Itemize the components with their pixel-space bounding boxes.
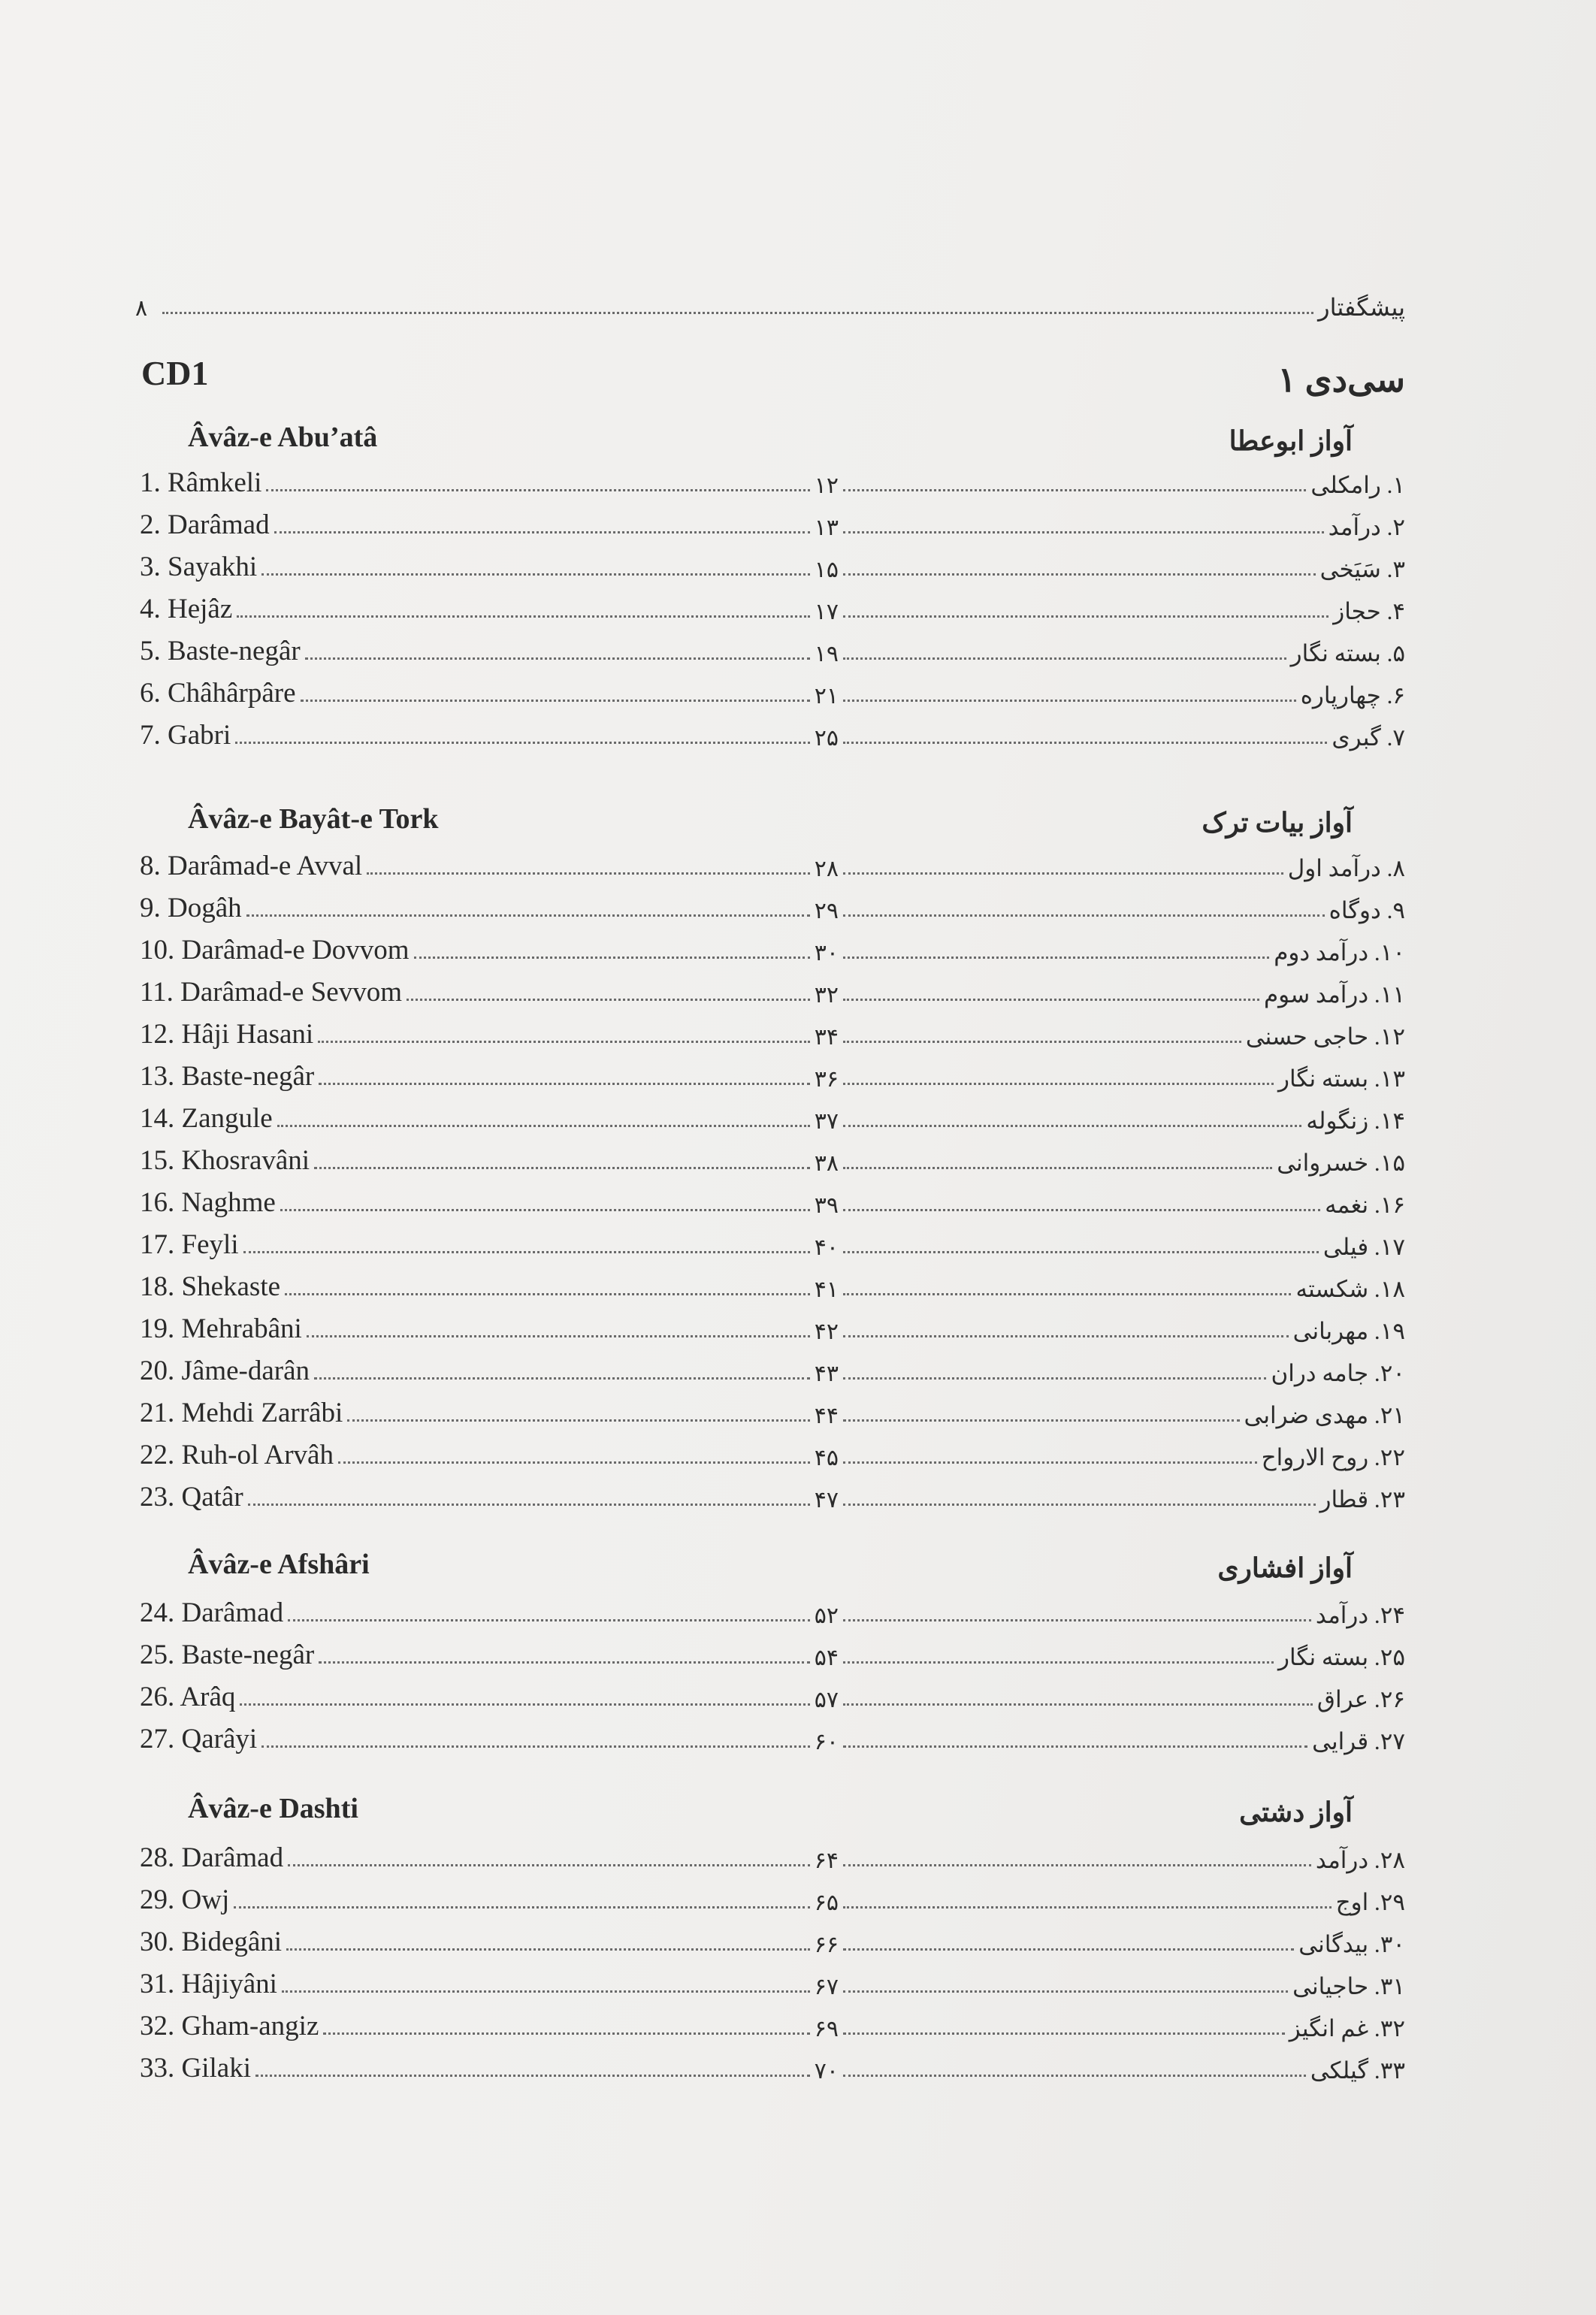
leader-dots — [277, 1125, 810, 1127]
track-title: 33. Gilaki — [140, 2053, 251, 2084]
toc-entry-persian — [839, 549, 1405, 583]
toc-entry-persian — [839, 1395, 1405, 1429]
track-title-persian: ۲۹. اوج — [1335, 1889, 1405, 1915]
toc-entry-persian — [839, 1594, 1405, 1629]
track-title: 21. Mehdi Zarrâbi — [140, 1398, 343, 1428]
track-title: 1. Râmkeli — [140, 467, 262, 498]
leader-dots — [843, 872, 1283, 875]
toc-entry-persian — [839, 1142, 1405, 1177]
toc-entry-english — [140, 1637, 839, 1671]
track-title-persian: ۵. بسته نگار — [1290, 640, 1405, 666]
track-title: 28. Darâmad — [140, 1842, 284, 1873]
page-number: ۱۹ — [814, 642, 839, 666]
track-title-persian: ۱. رامکلی — [1310, 472, 1405, 498]
track-title-persian: ۲۳. قطار — [1319, 1486, 1405, 1513]
leader-dots — [414, 957, 810, 959]
track-title-persian: ۲۲. روح الارواح — [1261, 1444, 1405, 1470]
track-title-persian: ۱۳. بسته نگار — [1278, 1065, 1405, 1092]
leader-dots — [843, 615, 1328, 618]
toc-entry-english — [140, 1966, 839, 2000]
track-title-persian: ۳۰. بیدگانی — [1298, 1931, 1405, 1957]
track-title-persian: ۲۱. مهدی ضرابی — [1244, 1402, 1405, 1428]
track-title: 15. Khosravâni — [140, 1145, 310, 1176]
page-number: ۶۹ — [814, 2017, 839, 2041]
track-title: 23. Qatâr — [140, 1482, 243, 1513]
track-title: 24. Darâmad — [140, 1597, 284, 1628]
track-title: 10. Darâmad-e Dovvom — [140, 935, 410, 966]
section-title-english: Âvâz-e Abu’atâ — [188, 422, 378, 453]
track-title: 14. Zangule — [140, 1103, 273, 1134]
toc-entry-persian — [839, 1184, 1405, 1219]
track-title: 19. Mehrabâni — [140, 1313, 302, 1344]
track-title: 13. Baste-negâr — [140, 1061, 315, 1092]
track-title-persian: ۱۱. درآمد سوم — [1263, 981, 1405, 1008]
toc-entry-persian — [839, 1637, 1405, 1671]
leader-dots — [843, 1703, 1313, 1706]
toc-entry-english — [140, 2008, 839, 2042]
track-title: 5. Baste-negâr — [140, 636, 301, 666]
toc-entry-persian — [839, 2008, 1405, 2042]
leader-dots — [843, 1335, 1289, 1337]
toc-entry-persian — [839, 1100, 1405, 1135]
leader-dots — [234, 1906, 810, 1909]
leader-dots — [843, 1167, 1272, 1169]
page-number: ۲۵ — [814, 726, 839, 751]
toc-entry-english — [140, 549, 839, 583]
toc-entry-persian — [839, 1679, 1405, 1713]
leader-dots — [323, 2032, 809, 2035]
toc-entry-persian — [839, 2050, 1405, 2084]
toc-entry-english — [140, 1310, 839, 1345]
toc-entry-english — [140, 1679, 839, 1713]
leader-dots — [843, 1619, 1311, 1621]
toc-entry-persian — [839, 1721, 1405, 1755]
leader-dots — [843, 1948, 1294, 1951]
toc-entry-persian — [839, 1226, 1405, 1261]
toc-entry-persian — [839, 1479, 1405, 1513]
leader-dots — [843, 914, 1325, 917]
page-number: ۵۴ — [814, 1646, 839, 1670]
toc-entry-english — [140, 633, 839, 667]
page-number: ۵۲ — [814, 1603, 839, 1628]
section-title-english: Âvâz-e Dashti — [188, 1793, 358, 1824]
leader-dots — [288, 1864, 810, 1866]
track-title: 30. Bidegâni — [140, 1927, 283, 1957]
toc-entry-english — [140, 1881, 839, 1916]
toc-entry-english — [140, 890, 839, 924]
toc-entry-english — [140, 2050, 839, 2084]
leader-dots — [843, 657, 1286, 660]
leader-dots — [266, 489, 809, 491]
track-title: 8. Darâmad-e Avval — [140, 851, 363, 881]
page-number: ۳۶ — [814, 1067, 839, 1092]
page-number: ۶۰ — [814, 1730, 839, 1754]
page-number: ۶۵ — [814, 1890, 839, 1915]
leader-dots — [280, 1209, 810, 1211]
toc-entry-english — [140, 1721, 839, 1755]
leader-dots — [261, 573, 810, 576]
track-title-persian: ۶. چهارپاره — [1300, 682, 1405, 709]
track-title: 29. Owj — [140, 1884, 230, 1915]
leader-dots — [285, 1293, 810, 1295]
toc-entry-persian — [839, 1016, 1405, 1050]
leader-dots — [305, 657, 810, 660]
leader-dots — [235, 742, 810, 744]
page-number: ۱۲ — [814, 473, 839, 498]
toc-entry-english — [140, 1924, 839, 1958]
toc-entry-english — [140, 1395, 839, 1429]
toc-entry-persian — [839, 717, 1405, 751]
toc-entry-persian — [839, 591, 1405, 625]
track-title-persian: ۱۶. نغمه — [1325, 1192, 1405, 1218]
toc-entry-persian — [839, 464, 1405, 499]
page-number: ۶۶ — [814, 1933, 839, 1957]
toc-entry-persian — [839, 1966, 1405, 2000]
track-title: 11. Darâmad-e Sevvom — [140, 977, 402, 1008]
toc-entry-persian — [839, 1881, 1405, 1916]
track-title-persian: ۱۲. حاجی حسنی — [1245, 1023, 1405, 1050]
page-number: ۵۷ — [814, 1688, 839, 1712]
toc-entry-english — [140, 1226, 839, 1261]
toc-entry-persian — [839, 1310, 1405, 1345]
section-title-persian: آواز ابوعطا — [1229, 426, 1353, 456]
toc-entry-persian — [839, 890, 1405, 924]
toc-entry-english — [140, 717, 839, 751]
leader-dots — [162, 312, 1313, 314]
leader-dots — [843, 742, 1327, 744]
track-title: 18. Shekaste — [140, 1271, 281, 1302]
leader-dots — [843, 1504, 1316, 1506]
toc-entry-english — [140, 506, 839, 541]
track-title-persian: ۲۴. درآمد — [1315, 1602, 1405, 1628]
page-number: ۳۰ — [814, 941, 839, 966]
page-number: ۳۸ — [814, 1151, 839, 1176]
track-title: 2. Darâmad — [140, 509, 270, 540]
leader-dots — [307, 1335, 810, 1337]
toc-entry-english — [140, 1437, 839, 1471]
leader-dots — [246, 914, 810, 917]
track-title-persian: ۳۲. غم انگیز — [1289, 2015, 1405, 2041]
track-title-persian: ۱۹. مهربانی — [1292, 1318, 1405, 1344]
leader-dots — [319, 1083, 810, 1085]
toc-entry-persian — [839, 1924, 1405, 1958]
leader-dots — [274, 531, 810, 533]
section-title-persian: آواز افشاری — [1217, 1553, 1353, 1583]
page-number: ۴۰ — [814, 1235, 839, 1260]
leader-dots — [286, 1948, 810, 1951]
page-number: ۶۴ — [814, 1848, 839, 1873]
track-title-persian: ۴. حجاز — [1333, 598, 1405, 624]
track-title-persian: ۳۳. گیلکی — [1310, 2057, 1405, 2084]
track-title: 16. Naghme — [140, 1187, 276, 1218]
toc-entry-persian — [839, 1839, 1405, 1874]
track-title-persian: ۱۴. زنگوله — [1306, 1108, 1405, 1134]
toc-entry-english — [140, 1100, 839, 1135]
leader-dots — [843, 531, 1324, 533]
toc-entry-english — [140, 1058, 839, 1093]
section-title-english: Âvâz-e Bayât-e Tork — [188, 803, 439, 835]
track-title-persian: ۱۷. فیلی — [1322, 1234, 1405, 1260]
track-title: 12. Hâji Hasani — [140, 1019, 314, 1050]
leader-dots — [367, 872, 810, 875]
leader-dots — [314, 1377, 810, 1380]
toc-entry-english — [140, 1839, 839, 1874]
toc-entry-english — [140, 932, 839, 966]
track-title-persian: ۱۰. درآمد دوم — [1274, 939, 1405, 966]
track-title-persian: ۳۱. حاجیانی — [1292, 1973, 1405, 1999]
toc-entry-english — [140, 848, 839, 882]
leader-dots — [843, 1083, 1274, 1085]
track-title: 20. Jâme-darân — [140, 1355, 310, 1386]
toc-entry-english — [140, 974, 839, 1008]
leader-dots — [843, 1461, 1257, 1464]
leader-dots — [843, 2032, 1285, 2035]
leader-dots — [843, 1661, 1274, 1664]
leader-dots — [843, 1419, 1240, 1422]
leader-dots — [843, 1745, 1307, 1748]
leader-dots — [248, 1504, 810, 1506]
toc-entry-persian — [839, 848, 1405, 882]
track-title: 32. Gham-angiz — [140, 2011, 319, 2041]
leader-dots — [301, 700, 810, 702]
leader-dots — [843, 1125, 1301, 1127]
leader-dots — [843, 999, 1259, 1001]
preface-page-number: ۸ — [135, 296, 148, 321]
page-number: ۴۴ — [814, 1404, 839, 1428]
leader-dots — [282, 1990, 810, 1993]
cd-heading-persian: سی‌دی ۱ — [1277, 361, 1405, 399]
leader-dots — [843, 700, 1296, 702]
leader-dots — [843, 957, 1269, 959]
leader-dots — [843, 1041, 1241, 1043]
toc-entry-persian — [839, 1352, 1405, 1387]
page-number: ۴۲ — [814, 1319, 839, 1344]
track-title: 22. Ruh-ol Arvâh — [140, 1440, 334, 1470]
toc-entry-persian — [839, 1268, 1405, 1303]
toc-entry-english — [140, 1268, 839, 1303]
leader-dots — [843, 1377, 1266, 1380]
track-title: 27. Qarâyi — [140, 1724, 258, 1754]
leader-dots — [843, 1209, 1320, 1211]
page-number: ۷۰ — [814, 2059, 839, 2084]
page-number: ۳۴ — [814, 1025, 839, 1050]
track-title: 17. Feyli — [140, 1229, 239, 1260]
track-title-persian: ۲۵. بسته نگار — [1278, 1644, 1405, 1670]
leader-dots — [240, 1703, 809, 1706]
track-title-persian: ۷. گبری — [1332, 724, 1405, 751]
page-number: ۴۷ — [814, 1488, 839, 1513]
toc-entry-persian — [839, 675, 1405, 709]
track-title-persian: ۸. درآمد اول — [1287, 855, 1405, 881]
track-title-persian: ۲۶. عراق — [1316, 1686, 1405, 1712]
toc-entry-persian — [839, 1058, 1405, 1093]
leader-dots — [314, 1167, 810, 1169]
leader-dots — [243, 1251, 810, 1253]
page-number: ۴۱ — [814, 1277, 839, 1302]
track-title: 9. Dogâh — [140, 893, 242, 923]
track-title: 7. Gabri — [140, 720, 231, 751]
toc-entry-english — [140, 1352, 839, 1387]
leader-dots — [319, 1661, 810, 1664]
track-title: 25. Baste-negâr — [140, 1640, 315, 1670]
page-number: ۲۸ — [814, 857, 839, 881]
track-title: 4. Hejâz — [140, 594, 233, 624]
leader-dots — [261, 1745, 810, 1748]
page-number: ۲۱ — [814, 684, 839, 709]
page-number: ۱۳ — [814, 515, 839, 540]
toc-entry-persian — [839, 932, 1405, 966]
track-title-persian: ۲۰. جامه دران — [1271, 1360, 1405, 1386]
toc-entry-english — [140, 1142, 839, 1177]
page-number: ۶۷ — [814, 1975, 839, 1999]
page-number: ۳۹ — [814, 1193, 839, 1218]
leader-dots — [407, 999, 810, 1001]
leader-dots — [288, 1619, 810, 1621]
leader-dots — [347, 1419, 810, 1422]
track-title: 31. Hâjiyâni — [140, 1969, 277, 1999]
toc-entry-persian — [839, 506, 1405, 541]
section-title-persian: آواز بیات ترک — [1202, 808, 1353, 838]
leader-dots — [255, 2075, 810, 2077]
leader-dots — [843, 573, 1316, 576]
track-title: 6. Châhârpâre — [140, 678, 296, 709]
leader-dots — [843, 1864, 1311, 1866]
leader-dots — [843, 2075, 1306, 2077]
page-number: ۴۵ — [814, 1446, 839, 1470]
track-title-persian: ۹. دوگاه — [1328, 897, 1405, 923]
leader-dots — [843, 489, 1306, 491]
toc-entry-english — [140, 1594, 839, 1629]
track-title-persian: ۱۵. خسروانی — [1277, 1150, 1405, 1176]
leader-dots — [843, 1990, 1288, 1993]
track-title-persian: ۲. درآمد — [1328, 514, 1405, 540]
toc-entry-english — [140, 1016, 839, 1050]
preface-row — [135, 284, 1405, 322]
toc-entry-persian — [839, 974, 1405, 1008]
track-title-persian: ۲۸. درآمد — [1315, 1847, 1405, 1873]
section-title-persian: آواز دشتی — [1239, 1797, 1353, 1827]
leader-dots — [843, 1293, 1291, 1295]
track-title-persian: ۲۷. قرایی — [1312, 1728, 1405, 1754]
page-number: ۳۲ — [814, 983, 839, 1008]
track-title-persian: ۱۸. شکسته — [1295, 1276, 1405, 1302]
leader-dots — [843, 1251, 1319, 1253]
toc-entry-english — [140, 1479, 839, 1513]
toc-entry-english — [140, 464, 839, 499]
leader-dots — [843, 1906, 1332, 1909]
leader-dots — [237, 615, 809, 618]
page-number: ۴۳ — [814, 1361, 839, 1386]
track-title-persian: ۳. سَیَخی — [1319, 556, 1405, 582]
track-title: 3. Sayakhi — [140, 552, 258, 582]
cd-heading-english: CD1 — [141, 354, 209, 392]
toc-entry-english — [140, 1184, 839, 1219]
page-number: ۱۵ — [814, 558, 839, 582]
leader-dots — [318, 1041, 810, 1043]
page-number: ۳۷ — [814, 1109, 839, 1134]
preface-title: پیشگفتار — [1318, 294, 1405, 321]
toc-entry-persian — [839, 1437, 1405, 1471]
toc-entry-english — [140, 675, 839, 709]
leader-dots — [338, 1461, 810, 1464]
toc-entry-english — [140, 591, 839, 625]
page-number: ۲۹ — [814, 899, 839, 923]
section-title-english: Âvâz-e Afshâri — [188, 1549, 370, 1580]
toc-entry-persian — [839, 633, 1405, 667]
page-number: ۱۷ — [814, 600, 839, 624]
track-title: 26. Arâq — [140, 1682, 236, 1712]
